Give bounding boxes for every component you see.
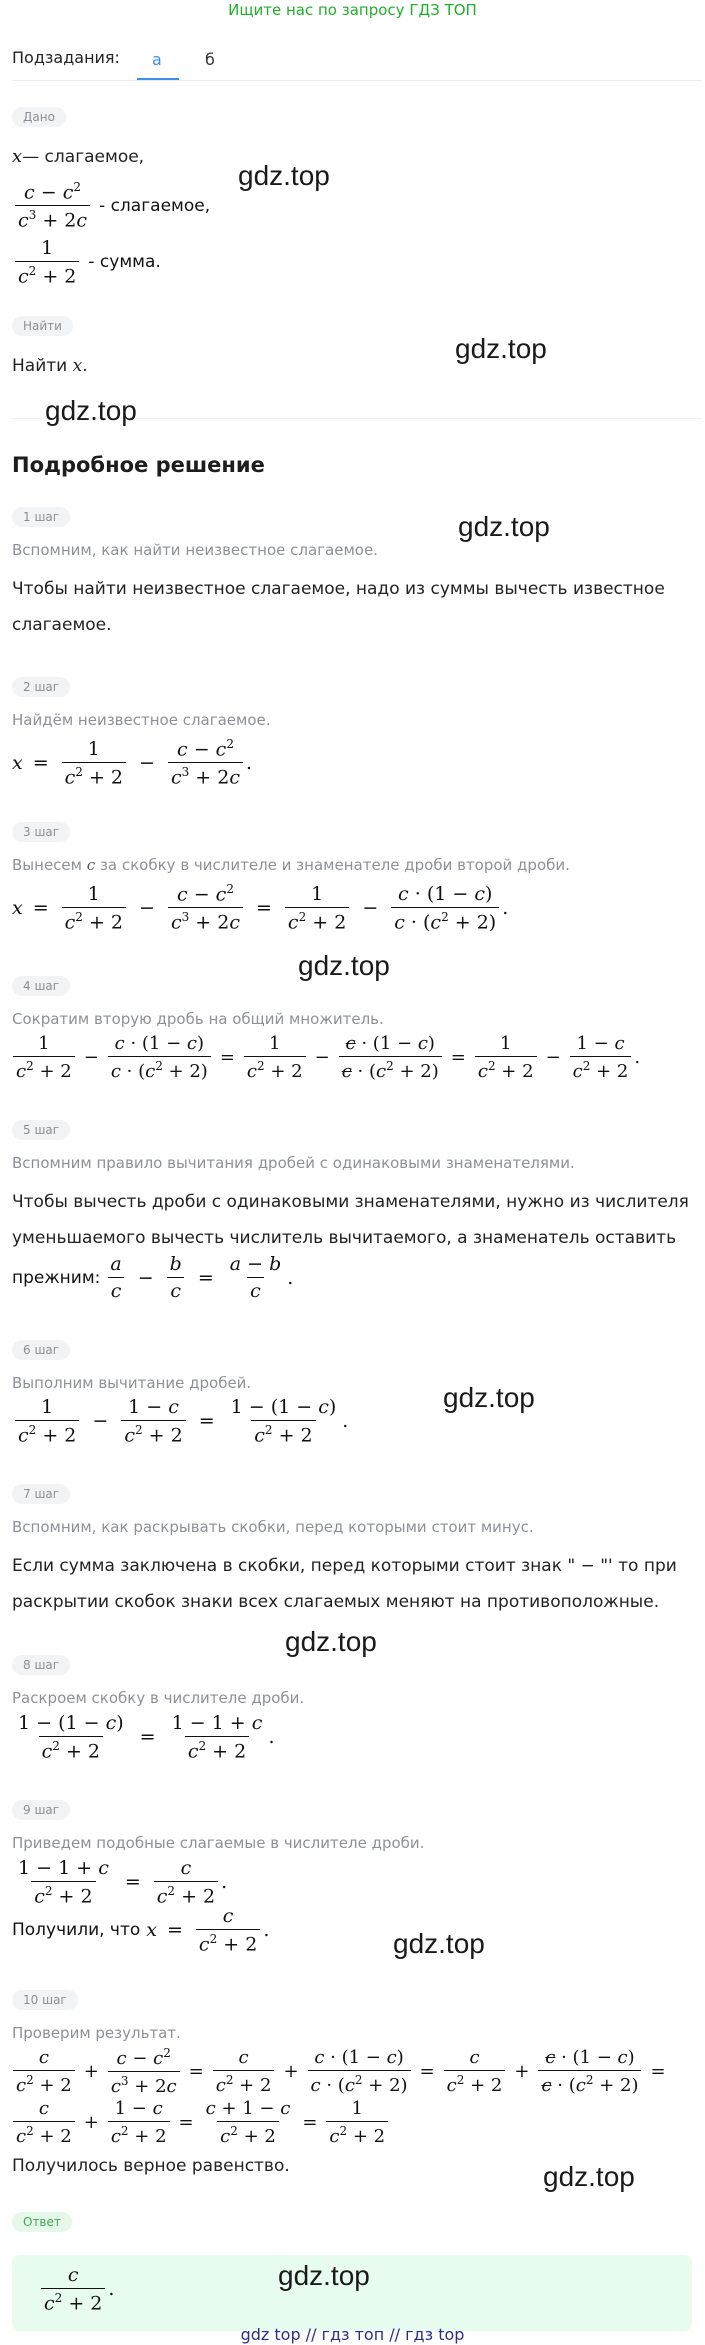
step-1-hint: Вспомним, как найти неизвестное слагаемое. [12, 541, 378, 559]
step-1-text-2: слагаемое. [12, 615, 112, 635]
given-frac-label: - слагаемое, [99, 195, 211, 216]
watermark: gdz.top [443, 1382, 535, 1413]
step-badge: 2 шаг [12, 677, 70, 697]
subtasks-label: Подзадания: [12, 48, 120, 67]
step-5-badge-wrap [12, 1119, 70, 1140]
step-2-formula: x = $\frac{1}{c^2 + 2}$ − $\frac{c - c^2}{c^3 + 2c}$ . [12, 737, 253, 789]
given-x-label: — слагаемое, [22, 147, 145, 167]
step-3-formula: x = $\frac{1}{c^2 + 2}$ − $\frac{c - c^2}{c^3 + 2c}$ = $\frac{1}{c^2 + 2}$ − $\frac{c \cdot (1 - c)}{c \cdot (c^2 + 2)}$ . [12, 882, 509, 934]
tab-a[interactable]: а [152, 50, 162, 69]
step-4-hint: Сократим вторую дробь на общий множитель. [12, 1010, 384, 1028]
step-badge: 9 шаг [12, 1800, 70, 1820]
step-3-hint-a: Вынесем [12, 856, 82, 874]
given-section [12, 106, 66, 127]
footer-links[interactable]: gdz top // гдз топ // гдз top [240, 2325, 465, 2344]
given-fraction-2: $\frac{1}{c^2 + 2}$ - сумма. [12, 237, 161, 287]
step-9-formula: $\frac{1 - 1 + c}{c^2 + 2}$ = $\frac{c}{c^2 + 2}$ . [18, 1857, 228, 1908]
step-5-text-2: уменьшаемого вычесть числитель вычитаемого, а знаменатель оставить [12, 1228, 677, 1248]
watermark: gdz.top [455, 333, 547, 364]
step-6-hint: Выполним вычитание дробей. [12, 1374, 252, 1392]
step-badge: 6 шаг [12, 1340, 70, 1360]
tab-b[interactable]: б [205, 50, 215, 69]
step-10-badge-wrap [12, 1989, 78, 2010]
step-1-badge-wrap [12, 506, 70, 527]
step-badge: 4 шаг [12, 976, 70, 996]
step-9-result: Получили, что x = $\frac{c}{c^2 + 2}$ . [12, 1905, 270, 1956]
given-fraction-1: $\frac{c - c^2}{c^3 + 2c}$ - слагаемое, [12, 180, 210, 232]
step-7-hint: Вспомним, как раскрывать скобки, перед которыми стоит минус. [12, 1518, 534, 1536]
find-section [12, 315, 73, 336]
tabs-divider [12, 80, 702, 81]
step-badge: 7 шаг [12, 1484, 70, 1504]
step-2-badge-wrap [12, 676, 70, 697]
step-9-hint: Приведем подобные слагаемые в числителе дроби. [12, 1834, 425, 1852]
step-badge: 1 шаг [12, 507, 70, 527]
step-badge: 5 шаг [12, 1120, 70, 1140]
given-x-line: x— слагаемое, [12, 146, 145, 167]
step-10-hint: Проверим результат. [12, 2024, 181, 2042]
step-10-formula-line1: $\frac{c}{c^2 + 2}$ + $\frac{c - c^2}{c^3 + 2c}$ = $\frac{c}{c^2 + 2}$ + $\frac{c \cdot (1 - c)}{c \cdot (c^2 + 2)}$ = $\frac{c}{c^2 + 2}$ + $\frac{c \cdot (1 - c)}{c \cdot (c^2 + 2)}$ = [10, 2046, 672, 2097]
step-4-formula: $\frac{1}{c^2 + 2}$ − $\frac{c \cdot (1 - c)}{c \cdot (c^2 + 2)}$ = $\frac{1}{c^2 + 2}$ − $\frac{c \cdot (1 - c)}{c \cdot (c^2 + 2)}$ = $\frac{1}{c^2 + 2}$ − $\frac{1 - c}{c^2 + 2}$ . [10, 1033, 640, 1082]
step-7-text-1: Если сумма заключена в скобки, перед которыми стоит знак " − "' то при [12, 1556, 677, 1576]
watermark: gdz.top [458, 511, 550, 542]
step-2-hint: Найдём неизвестное слагаемое. [12, 711, 271, 729]
watermark: gdz.top [298, 950, 390, 981]
step-8-formula: $\frac{1 - (1 - c)}{c^2 + 2}$ = $\frac{1 - 1 + c}{c^2 + 2}$ . [18, 1712, 275, 1763]
watermark: gdz.top [45, 395, 137, 426]
watermark: gdz.top [238, 160, 330, 191]
watermark: gdz.top [285, 1626, 377, 1657]
step-5-formula: прежним: $\frac{a}{c}$ − $\frac{b}{c}$ = $\frac{a - b}{c}$ . [12, 1253, 294, 1302]
top-banner[interactable]: Ищите нас по запросу ГДЗ ТОП [228, 1, 477, 19]
step-5-text-3: прежним: [12, 1267, 101, 1288]
given-sum-label: - сумма. [88, 252, 161, 273]
step-9-badge-wrap [12, 1799, 70, 1820]
step-8-hint: Раскроем скобку в числителе дроби. [12, 1689, 305, 1707]
step-9-got: Получили, что [12, 1920, 141, 1941]
step-badge: 8 шаг [12, 1655, 70, 1675]
step-7-text-2: раскрытии скобок знаки всех слагаемых меняют на противоположные. [12, 1592, 660, 1612]
step-7-badge-wrap [12, 1483, 70, 1504]
find-text: Найти [12, 356, 68, 376]
watermark: gdz.top [278, 2260, 370, 2291]
find-badge: Найти [12, 316, 73, 336]
find-line: Найти x. [12, 356, 88, 376]
step-3-hint: Вынесем c за скобку в числителе и знаменателе дроби второй дроби. [12, 856, 570, 874]
step-5-hint: Вспомним правило вычитания дробей с одинаковыми знаменателями. [12, 1154, 575, 1172]
given-badge: Дано [12, 107, 66, 127]
answer-badge-wrap [12, 2211, 72, 2232]
solution-title: Подробное решение [12, 453, 265, 477]
step-badge: 3 шаг [12, 822, 70, 842]
step-3-badge-wrap [12, 821, 70, 842]
answer-formula: $\frac{c}{c^2 + 2}$ . [38, 2264, 114, 2314]
step-badge: 10 шаг [12, 1990, 78, 2010]
watermark: gdz.top [393, 1928, 485, 1959]
step-10-formula-line2: $\frac{c}{c^2 + 2}$ + $\frac{1 - c}{c^2 + 2}$ = $\frac{c + 1 - c}{c^2 + 2}$ = $\frac{1}{c^2 + 2}$ [10, 2098, 391, 2147]
step-6-formula: $\frac{1}{c^2 + 2}$ − $\frac{1 - c}{c^2 + 2}$ = $\frac{1 - (1 - c)}{c^2 + 2}$ . [12, 1396, 348, 1446]
watermark: gdz.top [543, 2161, 635, 2192]
answer-badge: Ответ [12, 2212, 72, 2232]
step-10-result: Получилось верное равенство. [12, 2156, 290, 2176]
step-3-hint-b: за скобку в числителе и знаменателе дроби второй дроби. [99, 856, 570, 874]
step-8-badge-wrap [12, 1654, 70, 1675]
step-6-badge-wrap [12, 1339, 70, 1360]
step-1-text-1: Чтобы найти неизвестное слагаемое, надо из суммы вычесть известное [12, 579, 665, 599]
step-5-text-1: Чтобы вычесть дроби с одинаковыми знаменателями, нужно из числителя [12, 1192, 689, 1212]
step-4-badge-wrap [12, 975, 70, 996]
